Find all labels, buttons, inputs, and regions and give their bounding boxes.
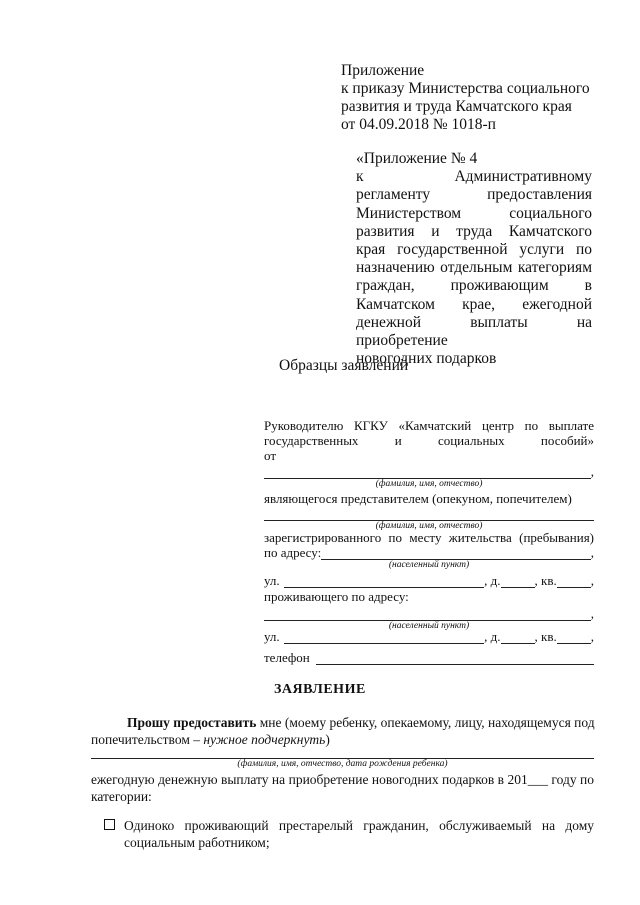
- annex-line: «Приложение № 4: [356, 150, 478, 167]
- statement-title: ЗАЯВЛЕНИЕ: [274, 682, 366, 697]
- registration-block: [264, 530, 594, 571]
- registered-street-field[interactable]: [284, 576, 484, 588]
- house-label: , д.: [484, 573, 501, 588]
- fio-caption: (фамилия, имя, отчество): [375, 479, 483, 489]
- addressee-line: Руководителю КГКУ «Камчатский центр по выплате: [264, 418, 594, 433]
- child-fio-field[interactable]: [91, 744, 594, 759]
- residence-street-field[interactable]: [284, 632, 484, 644]
- phone-row: [264, 650, 594, 665]
- order-header-line: развития и труда Камчатского края: [341, 98, 572, 115]
- street-label: ул.: [264, 629, 280, 644]
- option-1-line: [104, 817, 594, 834]
- residence-block: [264, 589, 594, 632]
- order-header-line: к приказу Министерства социального: [341, 80, 590, 97]
- request-bold: Прошу предоставить: [127, 715, 257, 730]
- order-header-line: Приложение: [341, 62, 425, 79]
- comma: ,: [590, 545, 594, 560]
- residence-house-field[interactable]: [501, 632, 535, 644]
- request-suffix: ): [325, 732, 330, 747]
- order-header: [341, 62, 590, 134]
- apt-label: , кв.: [534, 573, 557, 588]
- residence-locality-field[interactable]: [264, 609, 591, 621]
- option-1: [104, 817, 594, 851]
- representative-fio-field[interactable]: [264, 506, 594, 521]
- request-line: [91, 714, 594, 731]
- registered-street-row: [264, 573, 594, 588]
- comma: ,: [590, 573, 594, 588]
- addressee-block: [264, 418, 594, 463]
- residence-street-row: [264, 629, 594, 644]
- apt-label: , кв.: [534, 629, 557, 644]
- residing-label: проживающего по адресу:: [264, 589, 409, 604]
- request-italic: нужное подчеркнуть: [203, 732, 326, 747]
- fio-field[interactable]: [264, 467, 591, 479]
- annex-line: края государственной услуги по: [356, 241, 592, 259]
- registered-house-field[interactable]: [501, 576, 535, 588]
- locality-caption-2: (населенный пункт): [388, 621, 470, 631]
- annex-line: новогодних подарков: [356, 350, 497, 368]
- annex-line: к Административному: [356, 168, 592, 186]
- annex-line: регламенту предоставления: [356, 186, 592, 204]
- annex-line: граждан, проживающим в: [356, 277, 592, 295]
- registered-label: зарегистрированного по месту жительства (пребывания): [264, 530, 594, 545]
- order-header-line: от 04.09.2018 № 1018-п: [341, 116, 496, 133]
- payment-line-2: категории:: [91, 789, 152, 804]
- option-1-line-2: социальным работником;: [124, 835, 270, 850]
- addressee-line: государственных и социальных пособий»: [264, 433, 594, 448]
- annex-line: развития и труда Камчатского: [356, 222, 592, 240]
- samples-title: Образцы заявлений: [279, 357, 409, 374]
- option-1-text: Одиноко проживающий престарелый гражданин, обслуживаемый на дому: [124, 818, 594, 833]
- option-1-checkbox[interactable]: [104, 819, 115, 830]
- phone-field[interactable]: [316, 653, 594, 665]
- representative-block: [264, 491, 594, 532]
- comma: ,: [590, 464, 594, 479]
- payment-line: ежегодную денежную выплату на приобретение новогодних подарков в 201___ году по: [91, 772, 594, 787]
- annex-line: назначению отдельным категориям: [356, 259, 592, 277]
- annex-line: денежной выплаты на приобретение: [356, 313, 592, 350]
- addressee-line: от: [264, 448, 277, 463]
- fio-caption-2: (фамилия, имя, отчество): [375, 521, 483, 531]
- statement-request: [91, 714, 594, 748]
- child-block: [91, 744, 594, 770]
- payment-text: [91, 771, 594, 805]
- request-rest: мне (моему ребенку, опекаемому, лицу, находящемуся под: [256, 715, 595, 730]
- address-label: по адресу:: [264, 545, 322, 560]
- residence-apt-field[interactable]: [557, 632, 591, 644]
- annex-line: Камчатском крае, ежегодной: [356, 295, 592, 313]
- applicant-fio: [264, 464, 594, 490]
- child-caption: (фамилия, имя, отчество, дата рождения ребенка): [237, 759, 448, 769]
- street-label: ул.: [264, 573, 280, 588]
- annex-header: [356, 150, 592, 368]
- house-label: , д.: [484, 629, 501, 644]
- representative-label: являющегося представителем (опекуном, попечителем): [264, 491, 572, 506]
- request-prefix: попечительством –: [91, 732, 204, 747]
- registered-apt-field[interactable]: [557, 576, 591, 588]
- annex-line: Министерством социального: [356, 204, 592, 222]
- comma: ,: [590, 606, 594, 621]
- locality-caption: (населенный пункт): [388, 560, 470, 570]
- comma: ,: [590, 629, 594, 644]
- phone-label: телефон: [264, 650, 310, 665]
- registered-locality-field[interactable]: [321, 548, 591, 560]
